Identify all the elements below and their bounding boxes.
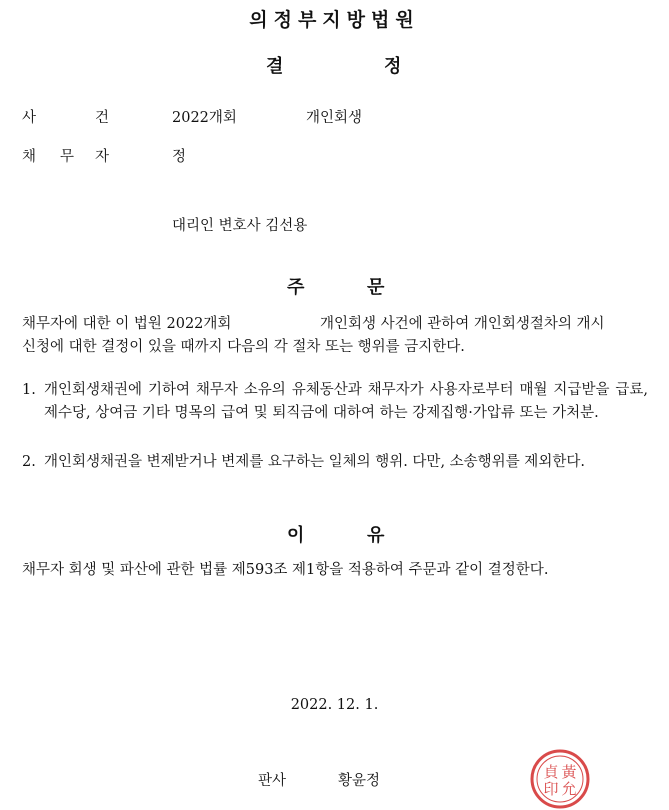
reason-heading-left: 이 [287,525,305,546]
order-item-text: 개인회생채권에 기하여 채무자 소유의 유체동산과 채무자가 사용자로부터 매월 지급받을 급료, 제수당, 상여금 기타 명목의 급여 및 퇴직금에 대하여 하는 강제집행·가압류 또는 가처분. [44,382,648,421]
judge-name: 황윤정 [338,773,381,789]
case-type: 개인회생 [306,110,363,126]
order-item-number: 1. [22,382,36,398]
order-line2: 신청에 대한 결정이 있을 때까지 다음의 각 절차 또는 행위를 금지한다. [22,339,465,355]
judge-title: 판사 [258,773,287,789]
seal-outer-ring [532,751,588,807]
seal-glyph: 貞 [543,763,559,781]
order-heading-left: 주 [287,277,305,298]
agent-line: 대리인 변호사 김선용 [172,218,308,234]
judge-seal [529,748,591,810]
reason-heading-right: 유 [367,525,385,546]
order-heading-right: 문 [367,277,385,298]
court-name: 의정부지방법원 [249,9,420,31]
doc-title-left: 결 [266,56,284,77]
order-item [22,379,648,425]
order-item-number: 2. [22,454,36,470]
seal-glyph: 印 [543,780,559,798]
case-label-2: 건 [95,110,110,126]
debtor-label-1: 채 [22,149,37,165]
decision-date: 2022. 12. 1. [290,697,379,713]
debtor-name: 정 [172,149,187,165]
order-item [22,451,648,474]
order-line1-b: 개인회생 사건에 관하여 개인회생절차의 개시 [320,316,605,332]
debtor-label-2: 무 [60,149,75,165]
reason-text: 채무자 회생 및 파산에 관한 법률 제593조 제1항을 적용하여 주문과 같이 결정한다. [22,562,549,578]
seal-glyph: 允 [561,780,577,798]
case-label-1: 사 [22,110,37,126]
case-number: 2022개회 [172,110,237,126]
doc-title-right: 정 [384,56,402,77]
order-line1-a: 채무자에 대한 이 법원 2022개회 [22,316,232,332]
seal-glyph: 黃 [561,763,577,781]
order-item-text: 개인회생채권을 변제받거나 변제를 요구하는 일체의 행위. 다만, 소송행위를 제외한다. [44,454,585,470]
debtor-label-3: 자 [95,149,110,165]
